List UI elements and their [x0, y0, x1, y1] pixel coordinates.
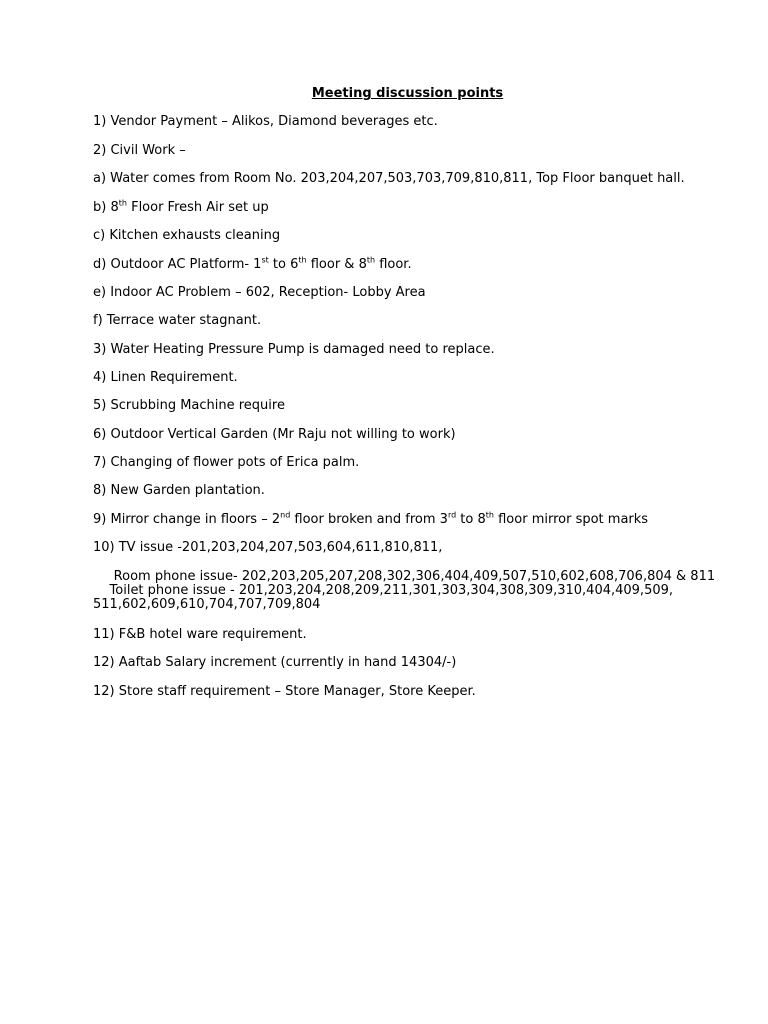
- trailing-item: [93, 654, 456, 672]
- ordinal-suffix: th: [485, 510, 494, 520]
- item-text: 11) F&B hotel ware requirement.: [93, 627, 307, 642]
- discussion-item: [93, 454, 359, 472]
- ordinal-suffix: th: [298, 255, 307, 265]
- discussion-item: [93, 511, 648, 529]
- phone-issue-line: Toilet phone issue - 201,203,204,208,209,211,301,303,304,308,309,310,404,409,509,: [93, 583, 674, 598]
- item-text: 12) Store staff requirement – Store Manager, Store Keeper.: [93, 684, 476, 699]
- item-text: 1) Vendor Payment – Alikos, Diamond beverages etc.: [93, 114, 438, 129]
- item-text: floor & 8: [306, 257, 367, 272]
- trailing-item: [93, 683, 476, 701]
- phone-issue-line: Room phone issue- 202,203,205,207,208,302,306,404,409,507,510,602,608,706,804 & 811: [93, 569, 716, 584]
- item-text: d) Outdoor AC Platform- 1: [93, 257, 262, 272]
- item-text: 8) New Garden plantation.: [93, 483, 265, 498]
- discussion-item: [93, 113, 438, 131]
- item-text: a) Water comes from Room No. 203,204,207,503,703,709,810,811, Top Floor banquet hall.: [93, 171, 685, 186]
- discussion-item: [93, 369, 238, 387]
- ordinal-suffix: rd: [447, 510, 457, 520]
- ordinal-suffix: st: [261, 255, 269, 265]
- discussion-item: [93, 426, 456, 444]
- item-text: 6) Outdoor Vertical Garden (Mr Raju not willing to work): [93, 427, 456, 442]
- item-text: Floor Fresh Air set up: [126, 200, 269, 215]
- item-text: floor.: [375, 257, 412, 272]
- item-text: 3) Water Heating Pressure Pump is damaged need to replace.: [93, 342, 495, 357]
- discussion-item: [93, 397, 285, 415]
- item-text: f) Terrace water stagnant.: [93, 313, 262, 328]
- discussion-item: [93, 227, 280, 245]
- item-text: to 6: [268, 257, 299, 272]
- item-text: c) Kitchen exhausts cleaning: [93, 228, 281, 243]
- document-title: Meeting discussion points: [311, 86, 504, 101]
- phone-issue-block: [93, 570, 733, 612]
- item-text: 12) Aaftab Salary increment (currently in hand 14304/-): [93, 655, 457, 670]
- item-text: e) Indoor AC Problem – 602, Reception- Lobby Area: [93, 285, 426, 300]
- phone-issue-line: 511,602,609,610,704,707,709,804: [93, 597, 321, 612]
- ordinal-suffix: th: [366, 255, 376, 265]
- item-text: 7) Changing of flower pots of Erica palm.: [93, 455, 360, 470]
- item-text: 2) Civil Work –: [93, 143, 186, 158]
- item-text: floor broken and from 3: [290, 512, 448, 527]
- item-text: 9) Mirror change in floors – 2: [93, 512, 281, 527]
- discussion-item: [93, 539, 442, 557]
- item-text: 5) Scrubbing Machine require: [93, 398, 285, 413]
- discussion-item: [93, 482, 265, 500]
- discussion-item: [93, 199, 269, 217]
- item-text: floor mirror spot marks: [493, 512, 649, 527]
- discussion-item: [93, 341, 495, 359]
- ordinal-suffix: th: [118, 198, 127, 208]
- discussion-item: [93, 312, 261, 330]
- item-text: 4) Linen Requirement.: [93, 370, 238, 385]
- discussion-item: [93, 256, 412, 274]
- item-text: b) 8: [93, 200, 119, 215]
- trailing-item: [93, 626, 307, 644]
- item-text: to 8: [456, 512, 486, 527]
- item-text: 10) TV issue -201,203,204,207,503,604,611,810,811,: [93, 540, 443, 555]
- ordinal-suffix: nd: [280, 510, 291, 520]
- discussion-item: [93, 284, 426, 302]
- discussion-item: [93, 170, 685, 188]
- discussion-item: [93, 142, 186, 160]
